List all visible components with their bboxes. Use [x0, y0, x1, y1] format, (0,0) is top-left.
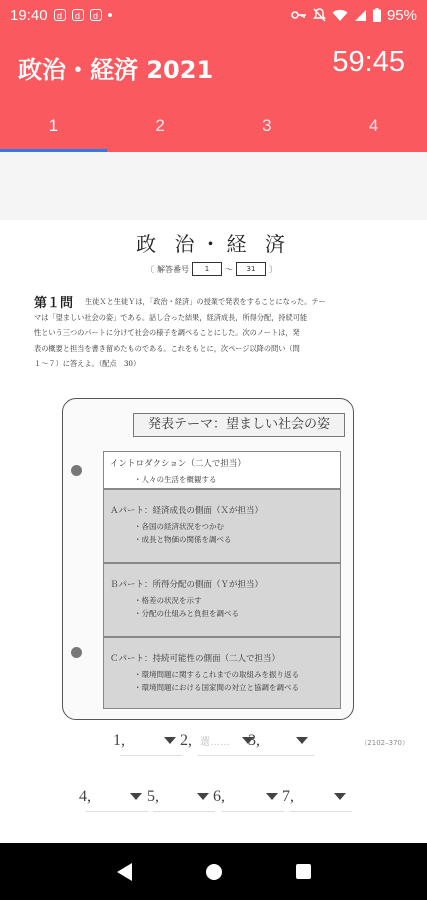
question-heading: 第１問	[34, 296, 74, 311]
notebook-section-b	[103, 563, 341, 637]
section-heading: Ａパート：経済成長の側面（Ｘが担当）	[110, 506, 264, 516]
back-icon[interactable]	[117, 863, 132, 881]
answer-range-start: 1	[192, 262, 222, 276]
countdown-timer: 59:45	[332, 46, 405, 78]
dropdown-arrow-icon	[164, 737, 176, 744]
dropdown-arrow-icon	[197, 793, 209, 800]
section-item: ・格差の状況を示す	[134, 596, 202, 605]
answer-select-5[interactable]	[153, 783, 215, 812]
tab-4[interactable]: 4	[368, 116, 379, 135]
section-item: ・環境問題に関するこれまでの取組みを振り返る	[134, 670, 299, 679]
answer-range-end: 31	[236, 262, 266, 276]
home-icon[interactable]	[206, 864, 222, 880]
page-tabs	[0, 100, 427, 152]
key-icon	[291, 9, 307, 21]
system-nav-bar	[0, 843, 427, 900]
answer-select-4[interactable]	[86, 783, 148, 812]
notification-d-icon: d	[90, 9, 102, 21]
dropdown-arrow-icon	[296, 737, 308, 744]
page-title: 政治・経済 2021	[18, 56, 214, 84]
question-line: マは「望ましい社会の姿」である。話し合った結果，経済成長，所得分配，持続可能	[34, 312, 308, 322]
answer-label: 5,	[147, 788, 159, 805]
answer-number-label: 解答番号	[157, 264, 189, 274]
tab-2[interactable]: 2	[155, 116, 165, 135]
section-item: ・成長と物価の関係を調べる	[134, 535, 232, 544]
battery-icon	[373, 8, 381, 22]
app-bar	[0, 30, 427, 100]
answer-label: 3,	[248, 732, 260, 749]
answer-label: 6,	[213, 788, 225, 805]
content-gap	[0, 152, 427, 220]
exam-page	[0, 220, 427, 747]
status-left	[10, 7, 112, 24]
dropdown-arrow-icon	[334, 793, 346, 800]
section-heading: Ｃパート：持続可能性の側面（二人で担当）	[110, 654, 281, 664]
exam-title: 政 治・経 済	[136, 232, 291, 256]
status-bar	[0, 0, 427, 30]
dropdown-arrow-icon	[130, 793, 142, 800]
notification-d-icon: d	[54, 9, 66, 21]
answer-label: 4,	[79, 788, 91, 805]
notebook-section-intro	[103, 451, 341, 489]
question-line: 表の概要と担当を書き留めたものである。これをもとに，次ページ以降の問い（問	[34, 343, 300, 353]
binder-hole-icon	[71, 647, 82, 658]
notebook-theme: 発表テーマ：望ましい社会の姿	[133, 413, 345, 437]
answer-select-3[interactable]	[252, 727, 314, 756]
battery-percent: 95%	[386, 6, 417, 24]
question-line: １～７）に答えよ。（配点 30）	[34, 359, 141, 369]
notebook-figure	[62, 398, 354, 720]
tab-1[interactable]: 1	[48, 116, 59, 135]
dropdown-arrow-icon	[266, 793, 278, 800]
page-code: （2102–370）	[360, 739, 409, 747]
wifi-icon	[332, 9, 348, 22]
answer-item	[180, 723, 192, 759]
answer-label: 2,	[180, 732, 192, 749]
answer-row	[0, 723, 427, 763]
bracket-left: 〔	[146, 264, 154, 274]
answer-number-range	[146, 262, 277, 276]
tab-3[interactable]: 3	[262, 116, 272, 135]
question-line: 性という三つのパートに分けて社会の様子を調べることにした。次のノートは，発	[34, 328, 300, 338]
answer-select-1[interactable]	[120, 727, 182, 756]
status-time: 19:40	[10, 6, 48, 24]
section-item: ・各国の経済状況をつかむ	[134, 522, 224, 531]
section-heading: Ｂパート：所得分配の側面（Ｙが担当）	[110, 580, 264, 590]
answer-label: 1,	[113, 732, 125, 749]
notebook-section-a	[103, 489, 341, 563]
section-item: ・人々の生活を概観する	[134, 475, 217, 484]
answer-select-7[interactable]	[290, 783, 352, 812]
notification-dot-icon	[108, 13, 112, 17]
section-item: ・環境問題における国家間の対立と協調を調べる	[134, 683, 299, 692]
mute-icon	[313, 8, 326, 22]
answer-value: 選……	[200, 737, 230, 748]
binder-hole-icon	[71, 465, 82, 476]
notification-d-icon: d	[72, 9, 84, 21]
bracket-right: 〕	[269, 264, 277, 274]
section-heading: イントロダクション（二人で担当）	[110, 459, 246, 469]
status-right	[291, 7, 417, 24]
answer-select-6[interactable]	[222, 783, 284, 812]
question-line: 生徒Ｘと生徒Ｙは，「政治・経済」の授業で発表をすることになった。テー	[85, 297, 326, 306]
section-item: ・分配の仕組みと負担を調べる	[134, 609, 239, 618]
answer-row	[0, 779, 427, 819]
recents-icon[interactable]	[296, 864, 311, 879]
answer-range-dash: ～	[225, 264, 233, 274]
signal-icon	[354, 9, 367, 22]
answer-label: 7,	[282, 788, 294, 805]
notebook-section-c	[103, 637, 341, 709]
